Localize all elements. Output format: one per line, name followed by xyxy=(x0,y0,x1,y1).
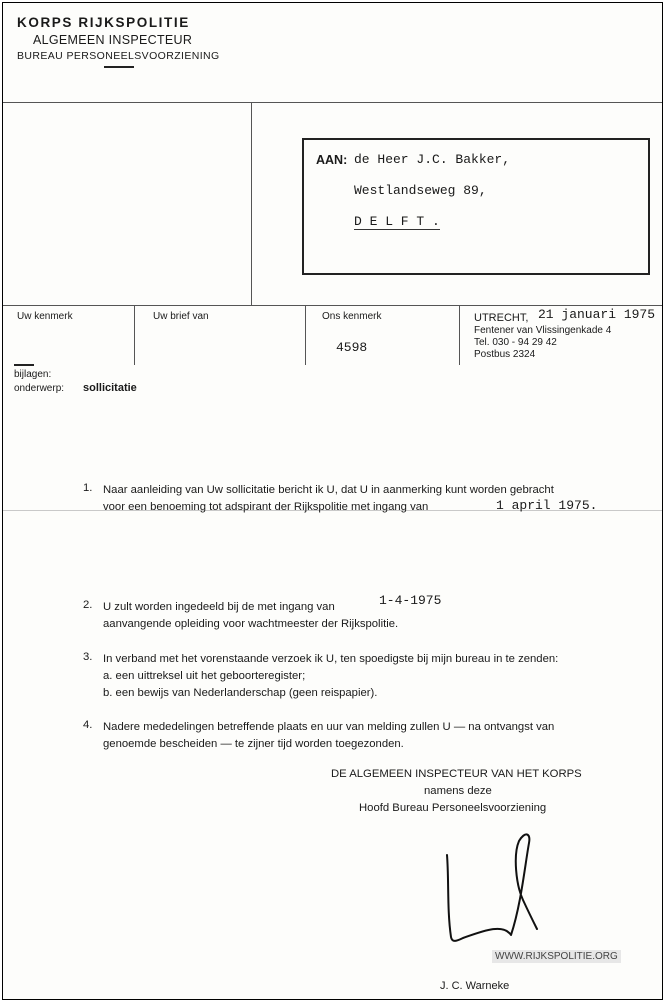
closing-department: Hoofd Bureau Personeelsvoorziening xyxy=(359,802,547,814)
address-label: AAN: xyxy=(316,153,348,167)
paragraph-3-item-b: b. een bewijs van Nederlanderschap (geen reispapier). xyxy=(103,687,378,699)
paragraph-2-line-1: U zult worden ingedeeld bij de met ingang van xyxy=(103,601,335,613)
website-watermark: WWW.RIJKSPOLITIE.ORG xyxy=(492,950,621,963)
bijlagen-label: bijlagen: xyxy=(14,369,52,380)
place-label: UTRECHT, xyxy=(474,312,529,324)
bijlagen-mark xyxy=(14,364,34,366)
paragraph-3-item-a: a. een uittreksel uit het geboorteregister; xyxy=(103,670,306,682)
signature-image xyxy=(433,825,543,950)
letter-date: 21 januari 1975 xyxy=(538,307,656,322)
closing-namens: namens deze xyxy=(424,785,492,797)
paragraph-2-date: 1-4-1975 xyxy=(379,593,442,608)
paragraph-1-number: 1. xyxy=(83,482,93,494)
recipient-name: de Heer J.C. Bakker, xyxy=(354,152,511,167)
recipient-street: Westlandseweg 89, xyxy=(354,183,487,198)
recipient-city: D E L F T . xyxy=(354,214,440,229)
ons-kenmerk-label: Ons kenmerk xyxy=(322,311,382,322)
paragraph-4-line-1: Nadere mededelingen betreffende plaats en uur van melding zullen U — na ontvangst van xyxy=(103,721,555,733)
uw-brief-label: Uw brief van xyxy=(153,311,209,322)
address-box xyxy=(302,138,650,275)
form-divider xyxy=(251,102,252,305)
sender-address: Fentener van Vlissingenkade 4 xyxy=(474,325,612,336)
onderwerp-value: sollicitatie xyxy=(83,382,137,394)
paragraph-3-line-1: In verband met het vorenstaande verzoek ik U, ten spoedigste bij mijn bureau in te zenden: xyxy=(103,653,559,665)
paragraph-3-number: 3. xyxy=(83,651,93,663)
paragraph-1-line-2: voor een benoeming tot adspirant der Rijkspolitie met ingang van xyxy=(103,501,429,513)
reference-rule xyxy=(3,305,662,306)
reference-divider-3 xyxy=(459,305,460,365)
letterhead-bureau: BUREAU PERSONEELSVOORZIENING xyxy=(17,50,220,62)
closing-title: DE ALGEMEEN INSPECTEUR VAN HET KORPS xyxy=(331,768,582,780)
sender-phone: Tel. 030 - 94 29 42 xyxy=(474,337,557,348)
paragraph-4-line-2: genoemde bescheiden — te zijner tijd worden toegezonden. xyxy=(103,738,404,750)
reference-divider-2 xyxy=(305,305,306,365)
form-top-rule xyxy=(3,102,662,103)
paragraph-1-line-1: Naar aanleiding van Uw sollicitatie bericht ik U, dat U in aanmerking kunt worden gebracht xyxy=(103,484,554,496)
paragraph-4-number: 4. xyxy=(83,719,93,731)
letterhead-title: KORPS RIJKSPOLITIE xyxy=(17,15,190,30)
paragraph-2-number: 2. xyxy=(83,599,93,611)
sender-postbus: Postbus 2324 xyxy=(474,349,536,360)
letter-page xyxy=(2,2,663,1000)
signatory-name: J. C. Warneke xyxy=(440,980,510,992)
ons-kenmerk-value: 4598 xyxy=(336,340,368,355)
paragraph-1-date: 1 april 1975. xyxy=(496,498,598,513)
uw-kenmerk-label: Uw kenmerk xyxy=(17,311,73,322)
onderwerp-label: onderwerp: xyxy=(14,383,65,394)
reference-divider-1 xyxy=(134,305,135,365)
letterhead-rule xyxy=(104,66,134,68)
letterhead-subtitle: ALGEMEEN INSPECTEUR xyxy=(33,33,193,47)
paragraph-2-line-2: aanvangende opleiding voor wachtmeester der Rijkspolitie. xyxy=(103,618,399,630)
